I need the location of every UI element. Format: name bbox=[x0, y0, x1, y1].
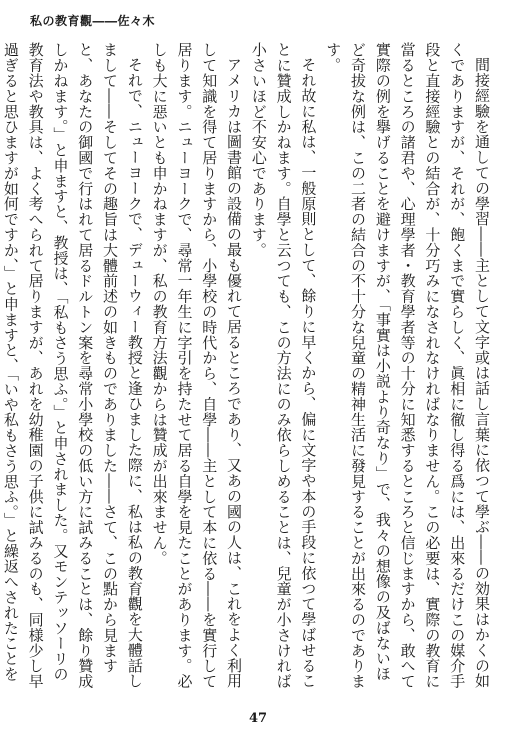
running-header: 私の教育觀――佐々木 bbox=[30, 14, 156, 28]
body-text bbox=[1, 42, 494, 692]
paragraph-2: それ故に私は、一般原則として、餘りに早くから、偏に文字や本の手段に依つて學ばせることに贊成しかねます。自學と云つても、この方法にのみ依らしめることは、兒童が小さければ小さいほど不安心であります。 bbox=[249, 42, 318, 689]
paragraph-3: アメリカは圖書館の設備の最も優れて居るところであり、又あの國の人は、これをよく利用して知識を得て居りますから、小學校の時代から、自學――主として本に依る――を實行して居ります。ニューヨークで、尋常一年生に字引を持たせて居る自學を見たことがあります。必しも大に惡いとも申かねますが、私の教育方法觀からは贊成が出來ません。 bbox=[150, 42, 244, 689]
page-number: 47 bbox=[248, 711, 268, 726]
paragraph-1: 間接經驗を通しての學習――主として文字或は話し言葉に依つて學ぶ――の効果はかくの如くでありますが、それが、飽くまで實らしく、眞相に徹し得る爲には、出來るだけこの媒介手段と直接經驗との結合が、十分巧みになされなければなりません。この必要は、實際の教育に當るところの諸君や、心理學者・教育學者等の十分に知悉するところと信じますから、敢へて實際の例を擧げることを避けますが、「事實は小説より奇なり」で、我々の想像の及ばないほど奇拔な例は、この二者の結合の不十分な兒童の精神生活に發見することが出來るのであります。 bbox=[324, 42, 491, 689]
paragraph-4: それで、ニューヨークで、デューウィー教授と逢ひました際に、私は私の教育觀を大體話しまして――そしてその趣旨は大體前述の如きものでありました――さて、この點から見ますと、あなたの御國で行はれて居るドルトン案を尋常小學校の低い方に試みることは、餘り贊成しかねます。」と申ますと、教授は、「私もさう思ふ。」と申されました。又モンテッソーリの教育法や教具は、よく考へられて居りますが、あれを幼稚園の子供に試みるのも、同様少し早過ぎると思ひますが如何ですか、」と申ますと、「いや私もさう思ふ。」と繰返へされたことを bbox=[1, 42, 144, 689]
